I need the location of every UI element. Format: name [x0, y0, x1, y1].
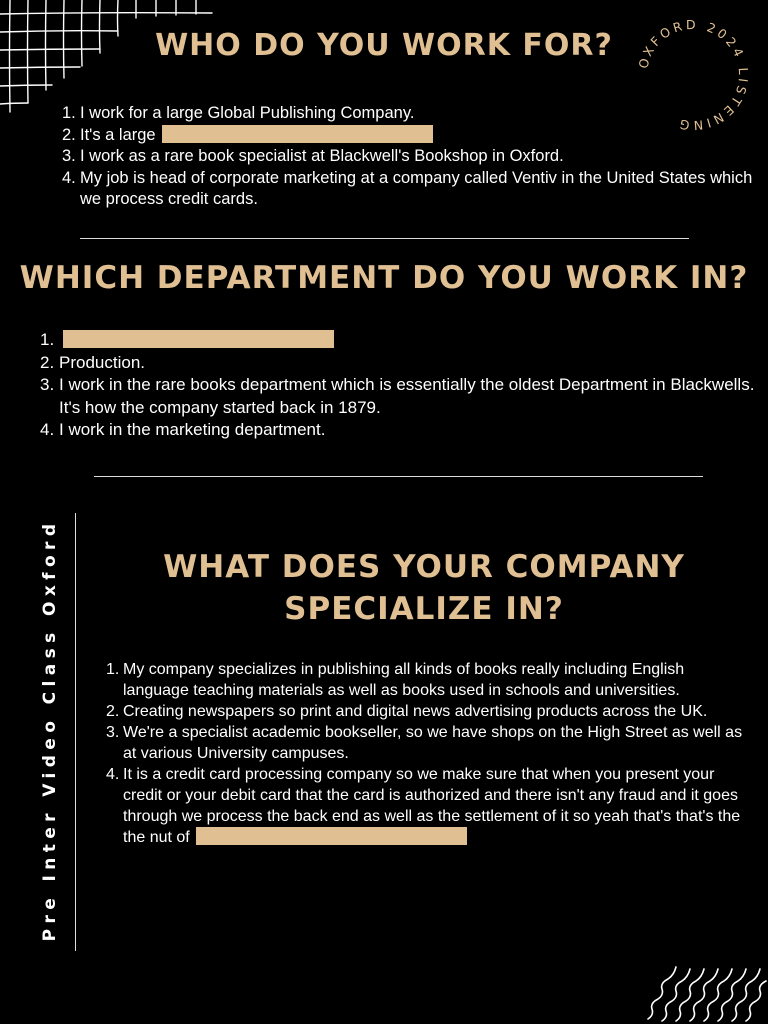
answer-blank[interactable]: [196, 827, 467, 845]
list-item-number: 4.: [106, 766, 120, 783]
section3-title-line1: WHAT DOES YOUR COMPANY: [163, 549, 685, 585]
list-item-number: 1.: [62, 104, 76, 122]
list-item: [62, 103, 758, 125]
list-item-number: 2.: [106, 703, 120, 720]
list-item-text: I work for a large Global Publishing Company.: [80, 104, 415, 122]
list-item-number: 3.: [62, 147, 76, 165]
list-item: [62, 168, 758, 211]
divider: [94, 476, 703, 477]
list-item: [106, 722, 746, 764]
list-item-text: Production.: [59, 352, 145, 372]
list-item-number: 4.: [40, 420, 55, 439]
answer-blank[interactable]: [63, 330, 334, 348]
list-item: [106, 701, 746, 722]
section2-list: [40, 329, 756, 442]
list-item-text: I work as a rare book specialist at Blackwell's Bookshop in Oxford.: [80, 147, 564, 165]
sidebar-label: Pre Inter Video Class Oxford: [40, 518, 60, 942]
list-item: [40, 329, 756, 352]
list-item-number: 4.: [62, 168, 76, 187]
list-item-number: 3.: [106, 724, 120, 741]
list-item-text: My company specializes in publishing all kinds of books really including English language teaching materials as well as books used in schools and universities.: [123, 661, 685, 699]
list-item: [40, 352, 756, 375]
list-item: [40, 419, 756, 442]
svg-text:OXFORD 2024 LISTENING: OXFORD 2024 LISTENING: [635, 16, 752, 134]
section2-title: WHICH DEPARTMENT DO YOU WORK IN?: [19, 260, 749, 296]
list-item-number: 2.: [62, 125, 76, 144]
list-item-text: I work in the marketing department.: [59, 420, 326, 439]
list-item-number: 1.: [40, 330, 55, 349]
list-item-number: 3.: [40, 375, 55, 394]
list-item: [62, 146, 758, 168]
list-item-text: I work in the rare books department which is essentially the oldest Department in Blackwells. It's how the company started back in 1879.: [59, 375, 755, 417]
section1-list: [62, 103, 758, 211]
list-item-text: It's a large: [80, 125, 156, 144]
list-item-text: It is a credit card processing company so we make sure that when you present your credit or your debit card that the card is authorized and there isn't any fraud and it goes through we process the back end as well as the settlement of it so yeah that's that's the the nut of: [123, 766, 741, 846]
divider: [80, 238, 689, 239]
list-item: [106, 764, 746, 848]
section1-title: WHO DO YOU WORK FOR?: [155, 28, 613, 63]
list-item-number: 1.: [106, 661, 120, 678]
list-item-text: Creating newspapers so print and digital news advertising products across the UK.: [123, 703, 708, 720]
list-item-number: 2.: [40, 352, 55, 372]
list-item-text: We're a specialist academic bookseller, so we have shops on the High Street as well as at various University campuses.: [123, 724, 743, 762]
list-item: [40, 374, 756, 419]
answer-blank[interactable]: [162, 125, 433, 143]
wave-decoration-icon: [640, 955, 768, 1024]
section3-title-line2: SPECIALIZE IN?: [284, 591, 564, 627]
list-item-text: My job is head of corporate marketing at a company called Ventiv in the United States which we process credit cards.: [80, 168, 753, 208]
list-item: [106, 659, 746, 701]
section3-title: [40, 546, 768, 630]
section3-list: [106, 659, 746, 848]
list-item: [62, 125, 758, 147]
